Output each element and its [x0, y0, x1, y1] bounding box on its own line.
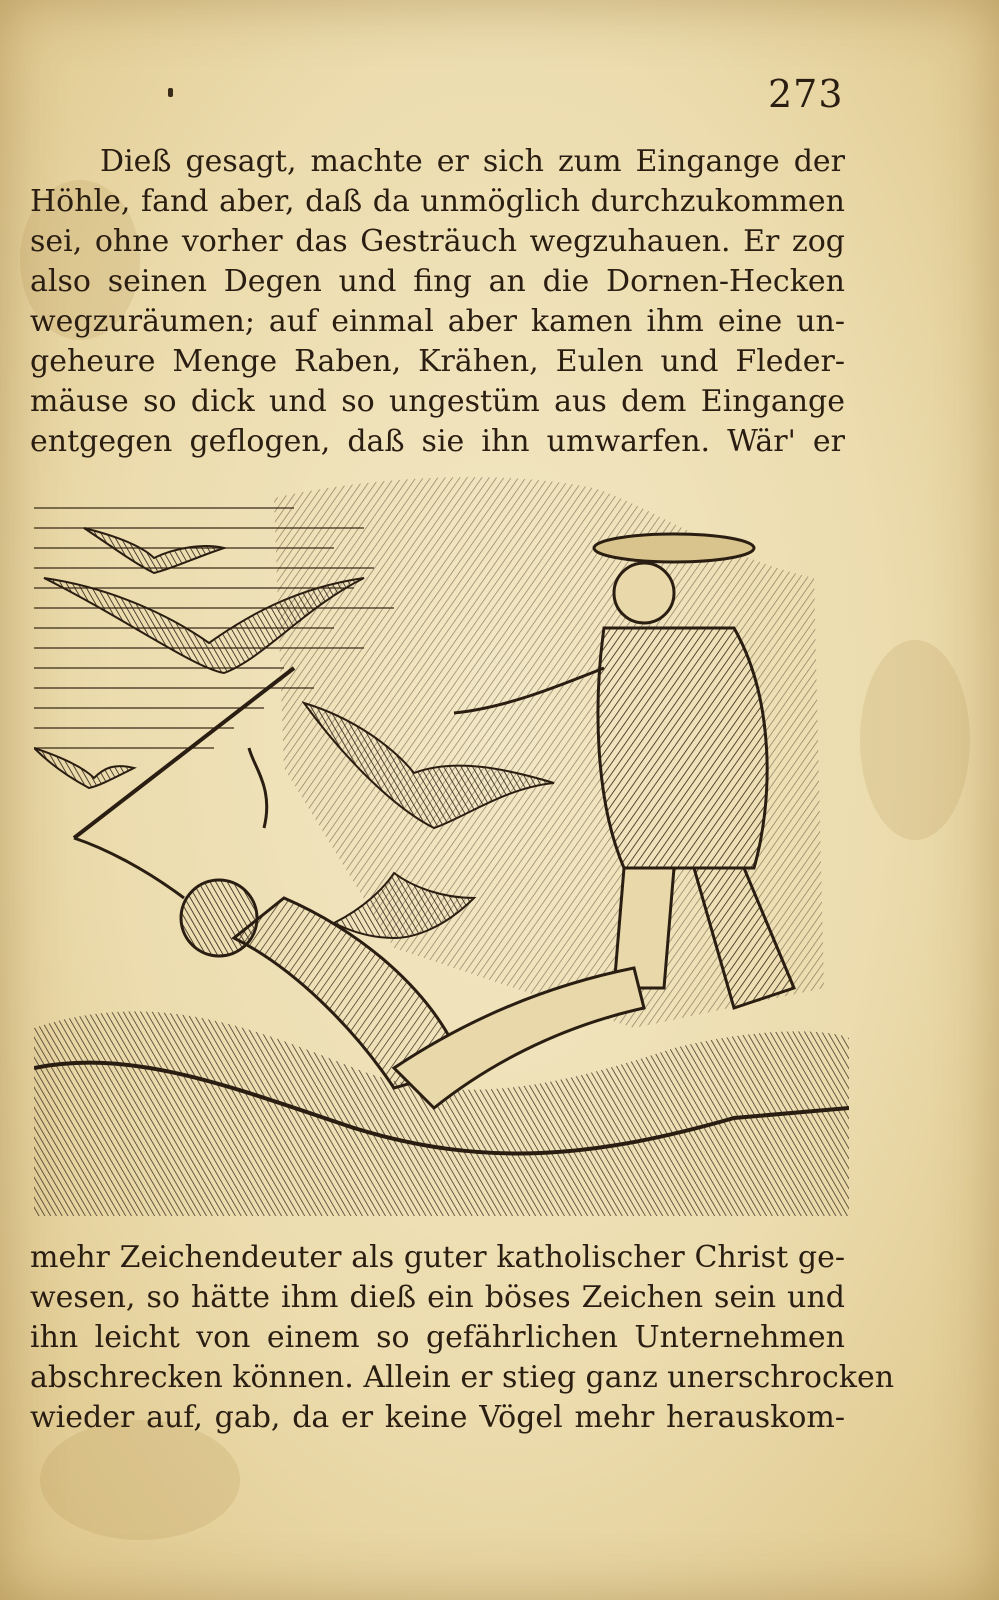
top-paragraph — [30, 142, 845, 462]
paper-stain — [860, 640, 970, 840]
paper-stain — [40, 1420, 240, 1540]
woodcut-illustration — [34, 468, 849, 1216]
text-line: entgegen geflogen, daß sie ihn umwarfen. Wär' er — [30, 424, 845, 459]
text-line: wegzuräumen; auf einmal aber kamen ihm eine un- — [30, 304, 845, 339]
text-line: mehr Zeichendeuter als guter katholischer Christ ge- — [30, 1240, 845, 1275]
text-line: Dieß gesagt, machte er sich zum Eingange der — [100, 144, 845, 179]
text-line: also seinen Degen und fing an die Dornen-Hecken — [30, 264, 845, 299]
text-line: abschrecken können. Allein er stieg ganz unerschrocken — [30, 1360, 895, 1395]
text-line: Höhle, fand aber, daß da unmöglich durchzukommen — [30, 184, 845, 219]
text-line: sei, ohne vorher das Gesträuch wegzuhauen. Er zog — [30, 224, 845, 259]
text-line: wesen, so hätte ihm dieß ein böses Zeichen sein und — [30, 1280, 845, 1315]
page-number: 273 — [768, 72, 844, 116]
text-line: mäuse so dick und so ungestüm aus dem Eingange — [30, 384, 845, 419]
text-line: wieder auf, gab, da er keine Vögel mehr herauskom- — [30, 1400, 845, 1435]
bottom-paragraph — [30, 1238, 895, 1438]
text-line: geheure Menge Raben, Krähen, Eulen und Fleder- — [30, 344, 845, 379]
illustration-drawing — [34, 468, 849, 1216]
ink-speck — [168, 88, 173, 97]
text-line: ihn leicht von einem so gefährlichen Unternehmen — [30, 1320, 845, 1355]
